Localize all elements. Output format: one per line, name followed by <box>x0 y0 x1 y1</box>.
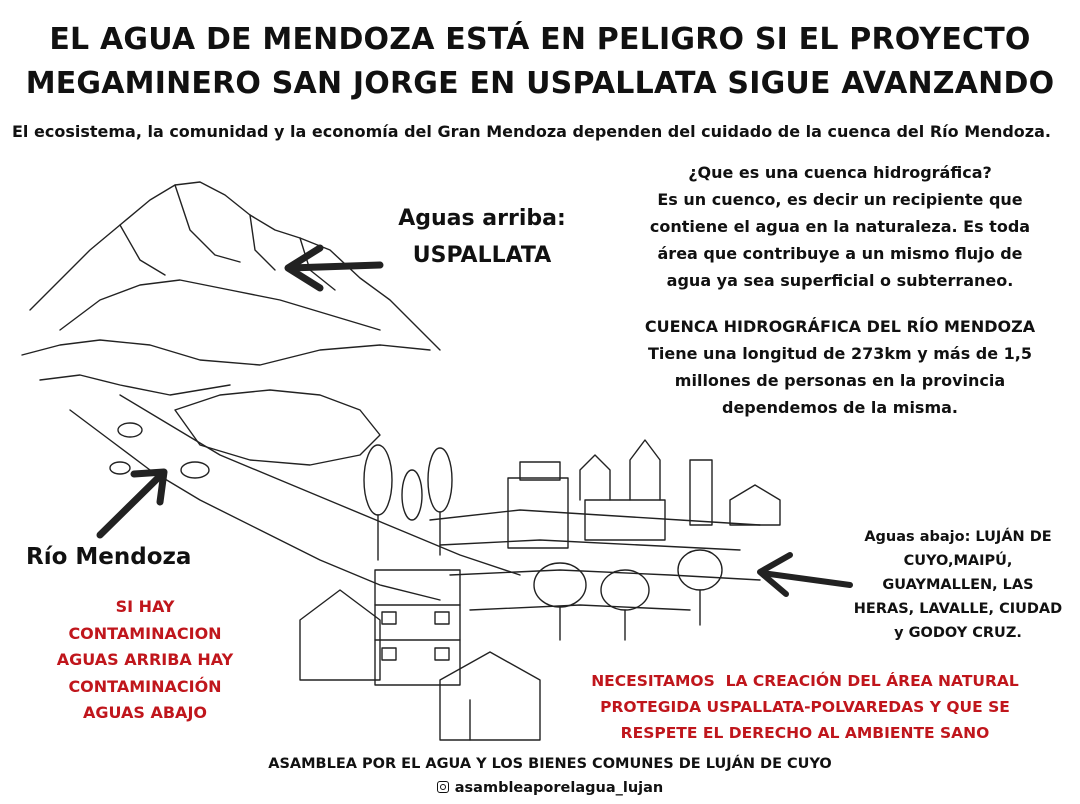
demand-line: RESPETE EL DERECHO AL AMBIENTE SANO <box>620 724 990 742</box>
upstream-line-1: Aguas arriba: <box>398 206 566 231</box>
cuenca-line: Tiene una longitud de 273km y más de 1,5 <box>647 344 1032 363</box>
arrow-downstream-icon <box>760 555 850 594</box>
upstream-label <box>382 200 582 274</box>
downstream-line: HERAS, LAVALLE, CIUDAD <box>853 601 1063 617</box>
footer-handle: asambleaporelagua_lujan <box>454 780 664 796</box>
contamination-warning <box>40 594 250 727</box>
question-line: contiene el agua en la naturaleza. Es toda <box>649 217 1031 236</box>
downstream-line: GUAYMALLEN, LAS <box>882 577 1034 593</box>
contamination-line: SI HAY <box>115 597 175 616</box>
instagram-icon <box>437 781 449 793</box>
watershed-definition <box>630 159 1050 294</box>
question-line: Es un cuenco, es decir un recipiente que <box>657 190 1023 209</box>
tree <box>601 570 649 610</box>
contamination-line: CONTAMINACION <box>68 623 222 643</box>
demand-line: PROTEGIDA USPALLATA-POLVAREDAS Y QUE SE <box>600 698 1010 716</box>
arrow-river-icon <box>100 472 164 535</box>
tree <box>428 448 452 512</box>
river-bank-left <box>70 410 440 600</box>
contamination-line: CONTAMINACIÓN <box>68 676 222 696</box>
house-front <box>440 652 540 740</box>
downstream-label <box>838 525 1078 645</box>
question-line: área que contribuye a un mismo flujo de <box>657 244 1023 263</box>
downstream-line: Aguas abajo: LUJÁN DE <box>864 529 1052 545</box>
cuenca-line: dependemos de la misma. <box>721 398 958 417</box>
headline-line-1: EL AGUA DE MENDOZA ESTÁ EN PELIGRO SI EL PROYECTO <box>49 22 1031 57</box>
footer-handle-row <box>210 776 890 800</box>
church <box>580 455 610 500</box>
tree <box>364 445 392 515</box>
cuenca-info <box>620 313 1060 421</box>
demand-line: NECESITAMOS LA CREACIÓN DEL ÁREA NATURAL <box>591 672 1019 690</box>
headline-line-2: MEGAMINERO SAN JORGE EN USPALLATA SIGUE AVANZANDO <box>25 66 1055 101</box>
contamination-line: AGUAS ARRIBA HAY <box>56 650 234 669</box>
upstream-line-2: USPALLATA <box>412 243 552 268</box>
house-large <box>300 590 380 680</box>
cuenca-line: millones de personas en la provincia <box>674 371 1006 390</box>
headline <box>0 18 1080 106</box>
cuenca-line: CUENCA HIDROGRÁFICA DEL RÍO MENDOZA <box>644 317 1036 336</box>
demand-statement <box>555 668 1055 746</box>
footer <box>210 752 890 800</box>
downstream-line: y GODOY CRUZ. <box>894 625 1022 641</box>
tree <box>402 470 422 520</box>
house <box>730 485 780 525</box>
contamination-line: AGUAS ABAJO <box>82 703 207 722</box>
question-line: ¿Que es una cuenca hidrográfica? <box>688 163 992 182</box>
footer-org: ASAMBLEA POR EL AGUA Y LOS BIENES COMUNES DE LUJÁN DE CUYO <box>268 756 832 772</box>
river-label: Río Mendoza <box>26 544 192 570</box>
tree <box>678 550 722 590</box>
question-line: agua ya sea superficial o subterraneo. <box>666 271 1014 290</box>
downstream-line: CUYO,MAIPÚ, <box>903 553 1013 569</box>
subtitle: El ecosistema, la comunidad y la economía del Gran Mendoza dependen del cuidado de la cuenca del Río Mendoza. <box>12 122 1051 141</box>
